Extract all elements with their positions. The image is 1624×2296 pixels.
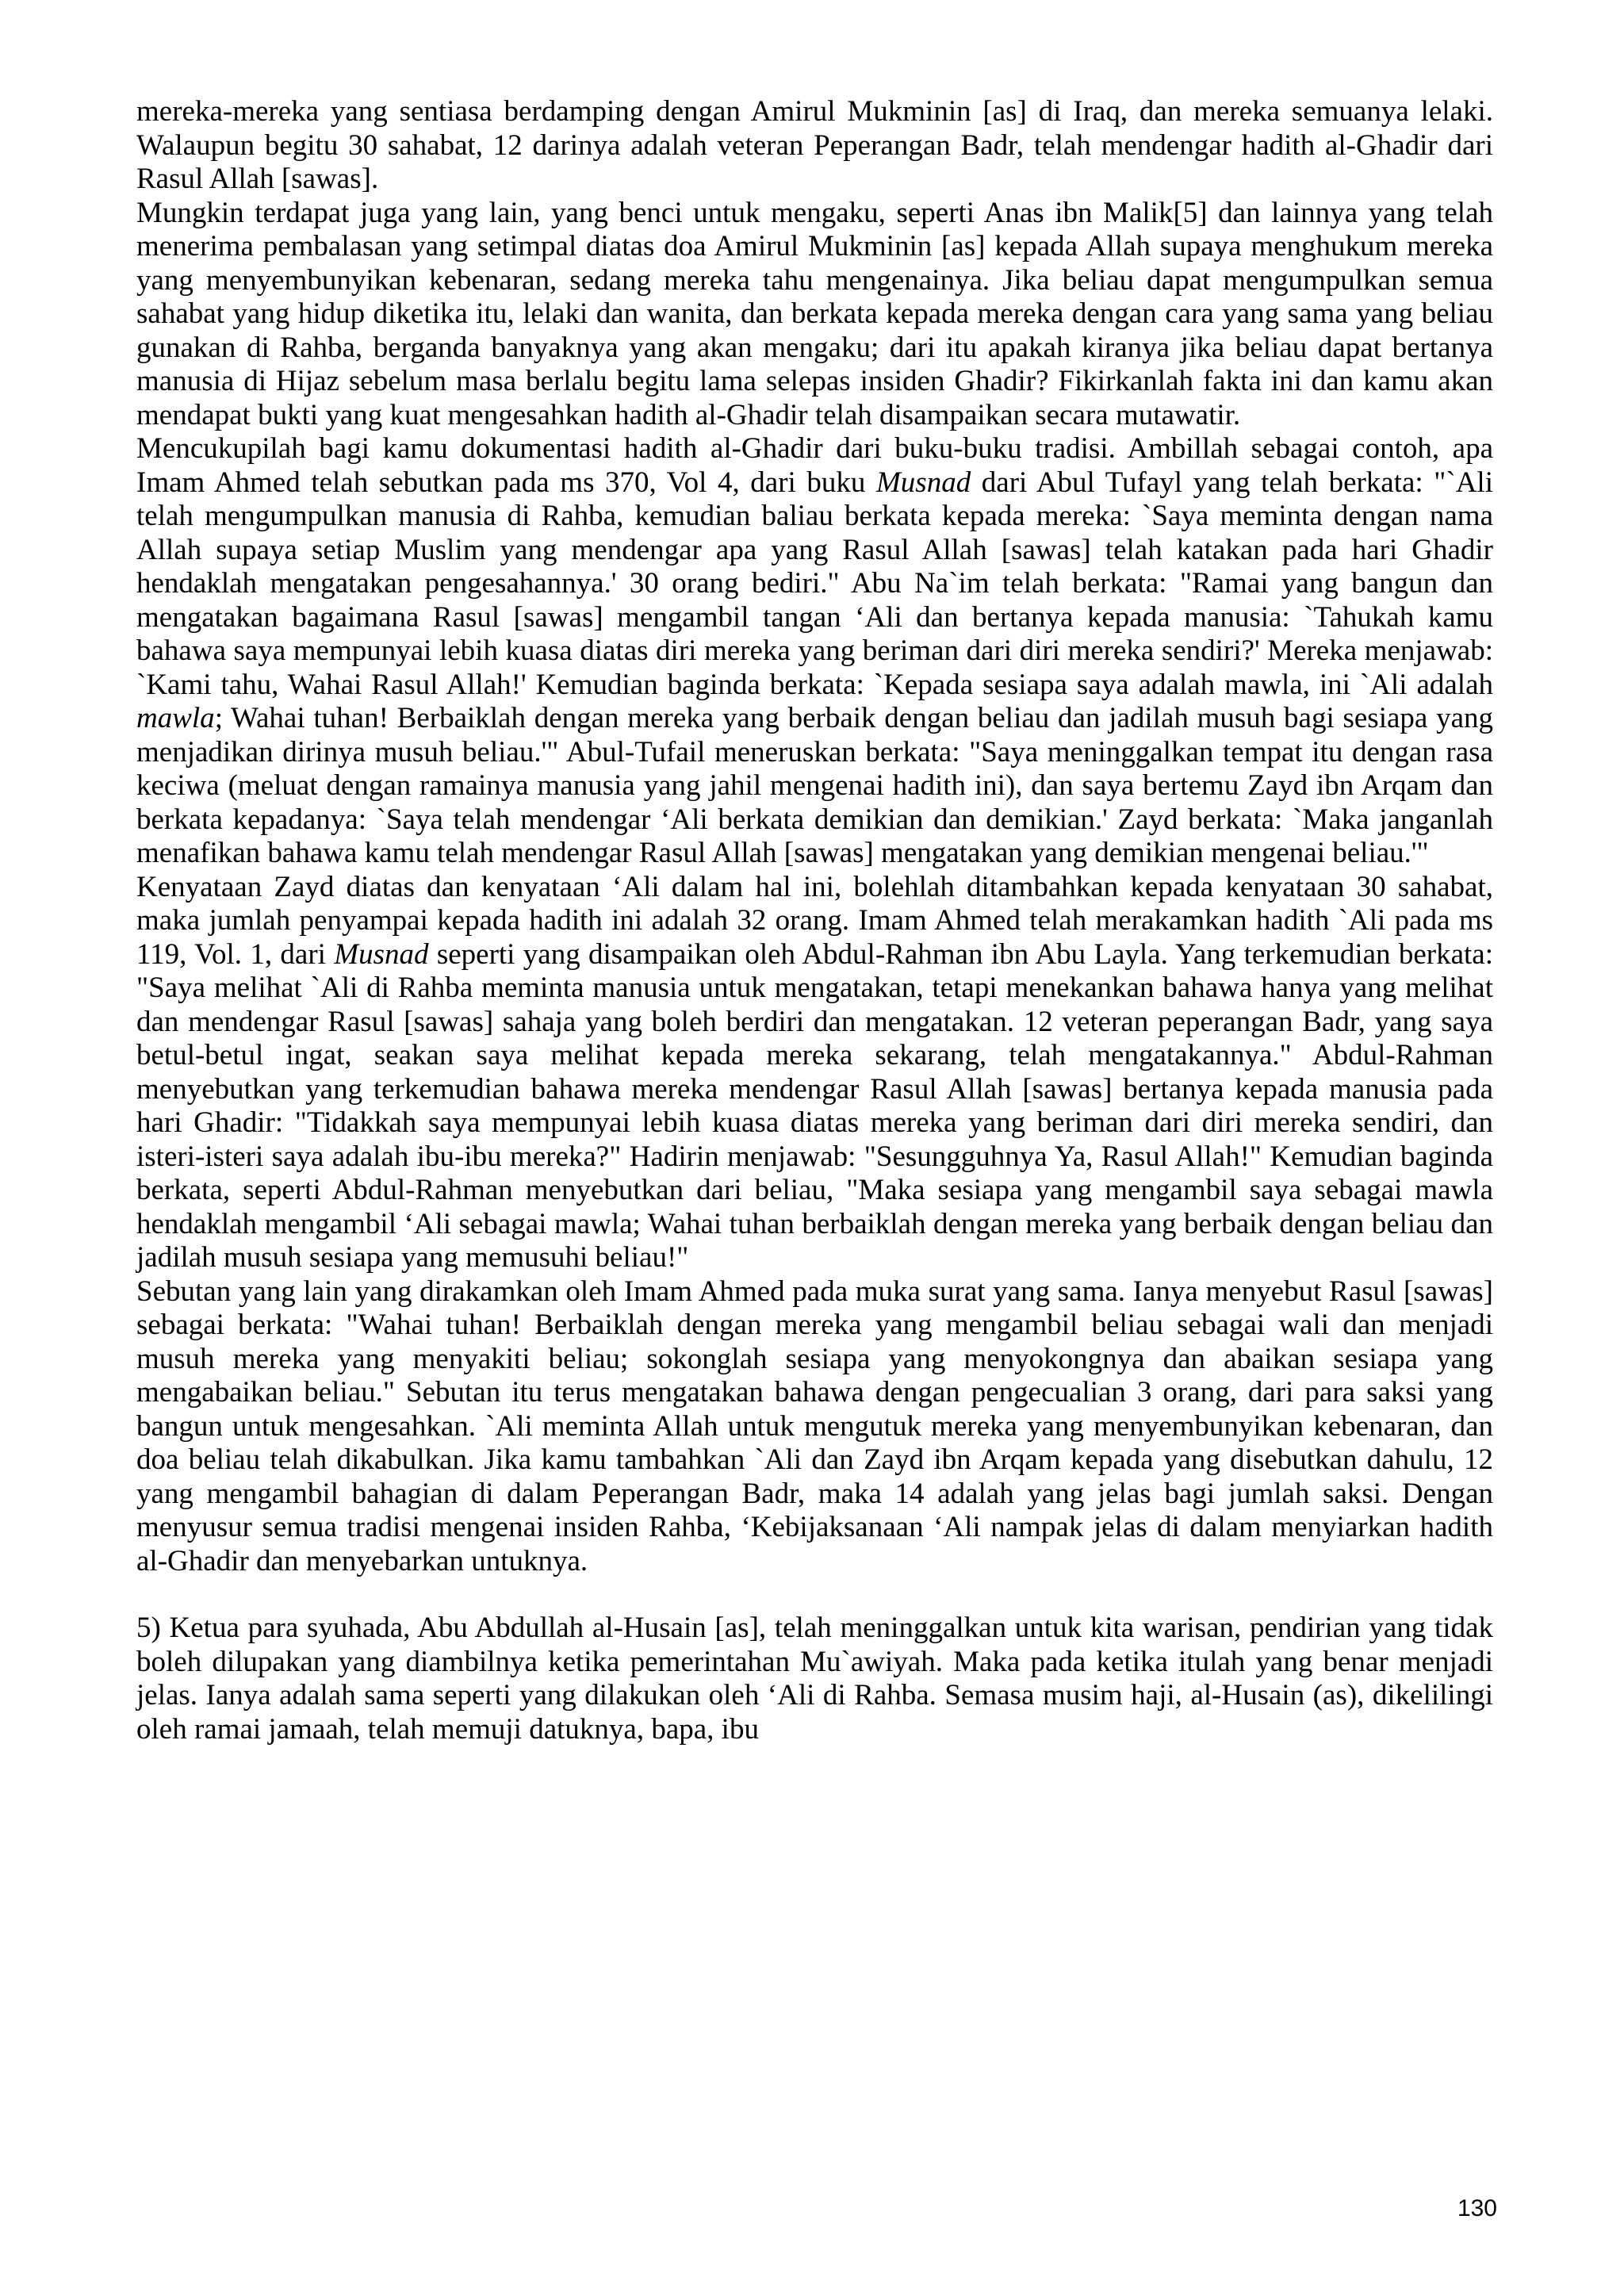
text-run: Mencukupilah bagi kamu dokumentasi hadith al-Ghadir dari buku-buku tradisi. Ambillah sebagai contoh, apa Imam Ahmed telah sebutkan pada ms 370, Vol 4, dari buku [136,432,1493,499]
text-run: Kenyataan Zayd diatas dan kenyataan ‘Ali dalam hal ini, bolehlah ditambahkan kepada kenyataan 30 sahabat, maka jumlah penyampai kepada hadith ini adalah 32 orang. Imam Ahmed telah merakamkan hadith `Ali pada ms 119, Vol. 1, dari [136,870,1493,971]
paragraph [136,432,1493,871]
body-text [136,95,1493,1746]
page-number: 130 [1457,2195,1497,2221]
paragraph [136,1275,1493,1579]
paragraph-spacer [136,1578,1493,1612]
paragraph [136,1612,1493,1746]
italic-term: mawla [136,702,215,734]
text-run: 5) Ketua para syuhada, Abu Abdullah al-Husain [as], telah meninggalkan untuk kita warisan, pendirian yang tidak boleh dilupakan yang diambilnya ketika pemerintahan Mu`awiyah. Maka pada ketika itulah yang benar menjadi jelas. Ianya adalah sama seperti yang dilakukan oleh ‘Ali di Rahba. Semasa musim haji, al-Husain (as), dikelilingi oleh ramai jamaah, telah memuji datuknya, bapa, ibu [136,1612,1493,1746]
text-run: ; Wahai tuhan! Berbaiklah dengan mereka yang berbaik dengan beliau dan jadilah musuh bagi sesiapa yang menjadikan dirinya musuh beliau.'" Abul-Tufail meneruskan berkata: "Saya meninggalkan tempat itu dengan rasa keciwa (meluat dengan ramainya manusia yang jahil mengenai hadith ini), dan saya bertemu Zayd ibn Arqam dan berkata kepadanya: `Saya telah mendengar ‘Ali berkata demikian dan demikian.' Zayd berkata: `Maka janganlah menafikan bahawa kamu telah mendengar Rasul Allah [sawas] mengatakan yang demikian mengenai beliau.'" [136,702,1493,869]
text-run: mereka-mereka yang sentiasa berdamping dengan Amirul Mukminin [as] di Iraq, dan mereka semuanya lelaki. Walaupun begitu 30 sahabat, 12 darinya adalah veteran Peperangan Badr, telah mendengar hadith al-Ghadir dari Rasul Allah [sawas]. [136,95,1493,195]
text-run: Mungkin terdapat juga yang lain, yang benci untuk mengaku, seperti Anas ibn Malik[5] dan lainnya yang telah menerima pembalasan yang setimpal diatas doa Amirul Mukminin [as] kepada Allah supaya menghukum mereka yang menyembunyikan kebenaran, sedang mereka tahu mengenainya. Jika beliau dapat mengumpulkan semua sahabat yang hidup diketika itu, lelaki dan wanita, dan berkata kepada mereka dengan cara yang sama yang beliau gunakan di Rahba, berganda banyaknya yang akan mengaku; dari itu apakah kiranya jika beliau dapat bertanya manusia di Hijaz sebelum masa berlalu begitu lama selepas insiden Ghadir? Fikirkanlah fakta ini dan kamu akan mendapat bukti yang kuat mengesahkan hadith al-Ghadir telah disampaikan secara mutawatir. [136,196,1493,431]
text-run: dari Abul Tufayl yang telah berkata: "`Ali telah mengumpulkan manusia di Rahba, kemudian baliau berkata kepada mereka: `Saya meminta dengan nama Allah supaya setiap Muslim yang mendengar apa yang Rasul Allah [sawas] telah katakan pada hari Ghadir hendaklah mengatakan pengesahannya.' 30 orang bediri." Abu Na`im telah berkata: "Ramai yang bangun dan mengatakan bagaimana Rasul [sawas] mengambil tangan ‘Ali dan bertanya kepada manusia: `Tahukah kamu bahawa saya mempunyai lebih kuasa diatas diri mereka yang beriman dari diri mereka sendiri?' Mereka menjawab: `Kami tahu, Wahai Rasul Allah!' Kemudian baginda berkata: `Kepada sesiapa saya adalah mawla, ini `Ali adalah [136,466,1493,701]
italic-book-title: Musnad [875,466,971,499]
paragraph [136,871,1493,1275]
paragraph [136,95,1493,197]
text-run: Sebutan yang lain yang dirakamkan oleh Imam Ahmed pada muka surat yang sama. Ianya menyebut Rasul [sawas] sebagai berkata: "Wahai tuhan! Berbaiklah dengan mereka yang mengambil beliau sebagai wali dan menjadi musuh mereka yang menyakiti beliau; sokonglah sesiapa yang menyokongnya dan abaikan sesiapa yang mengabaikan beliau." Sebutan itu terus mengatakan bahawa dengan pengecualian 3 orang, dari para saksi yang bangun untuk mengesahkan. `Ali meminta Allah untuk mengutuk mereka yang menyembunyikan kebenaran, dan doa beliau telah dikabulkan. Jika kamu tambahkan `Ali dan Zayd ibn Arqam kepada yang disebutkan dahulu, 12 yang mengambil bahagian di dalam Peperangan Badr, maka 14 adalah yang jelas bagi jumlah saksi. Dengan menyusur semua tradisi mengenai insiden Rahba, ‘Kebijaksanaan ‘Ali nampak jelas di dalam menyiarkan hadith al-Ghadir dan menyebarkan untuknya. [136,1274,1493,1577]
italic-book-title: Musnad [334,937,429,971]
text-run: seperti yang disampaikan oleh Abdul-Rahman ibn Abu Layla. Yang terkemudian berkata: "Saya melihat `Ali di Rahba meminta manusia untuk mengatakan, tetapi menekankan bahawa hanya yang melihat dan mendengar Rasul [sawas] sahaja yang boleh berdiri dan mengatakan. 12 veteran peperangan Badr, yang saya betul-betul ingat, seakan saya melihat kepada mereka sekarang, telah mengatakannya." Abdul-Rahman menyebutkan yang terkemudian bahawa mereka mendengar Rasul Allah [sawas] bertanya kepada manusia pada hari Ghadir: "Tidakkah saya mempunyai lebih kuasa diatas mereka yang beriman dari diri mereka sendiri, dan isteri-isteri saya adalah ibu-ibu mereka?" Hadirin menjawab: "Sesungguhnya Ya, Rasul Allah!" Kemudian baginda berkata, seperti Abdul-Rahman menyebutkan dari beliau, "Maka sesiapa yang mengambil saya sebagai mawla hendaklah mengambil ‘Ali sebagai mawla; Wahai tuhan berbaiklah dengan mereka yang berbaik dengan beliau dan jadilah musuh sesiapa yang memusuhi beliau!" [136,937,1493,1274]
paragraph [136,197,1493,433]
